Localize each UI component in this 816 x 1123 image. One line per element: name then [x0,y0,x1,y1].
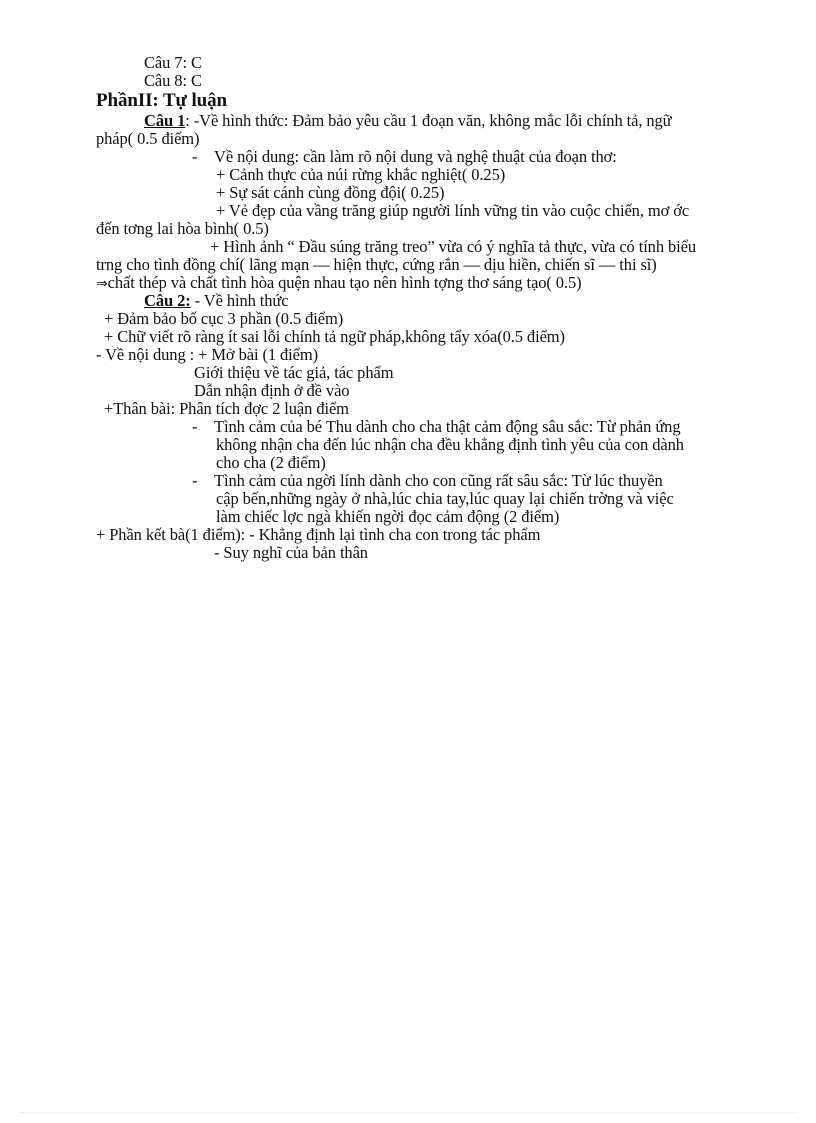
rubric-item-scenery: + Cảnh thực của núi rừng khắc nghiệt( 0.25) [216,165,506,184]
answer-line-cau8: Câu 8: C [144,71,202,90]
argument-1-line-3: cho cha (2 điểm) [216,453,326,472]
argument-2-line-1 [192,472,663,490]
conclusion-item-reflection: - Suy nghĩ của bản thân [214,543,368,562]
section-heading-part2: PhầnII: Tự luận [96,90,227,111]
question1-line [144,112,672,130]
question1-label: Câu 1 [144,111,186,130]
question2-text: - Về hình thức [190,291,289,310]
body-line: +Thân bài: Phân tích đợc 2 luận điểm [104,399,349,418]
rubric-item-comrades: + Sự sát cánh cùng đồng đội( 0.25) [216,183,445,202]
question2-label: Câu 2: [144,291,191,310]
bullet-dash: - [192,417,198,436]
argument-2-line-3: làm chiếc lợc ngà khiến ngời đọc cảm động (2 điểm) [216,507,560,526]
question1-text: : -Về hình thức: Đảm bảo yêu cầu 1 đoạn văn, không mắc lỗi chính tả, ngữ [185,111,672,130]
rubric-item-image-cont: trng cho tình đồng chí( lãng mạn — hiện thực, cứng rắn — dịu hiền, chiến sĩ — thi sĩ) [96,255,657,274]
implies-arrow-icon: ⇒ [96,276,108,292]
form-item-handwriting: + Chữ viết rõ ràng ít sai lỗi chính tả ngữ pháp,không tẩy xóa(0.5 điểm) [104,327,565,346]
question2-line [144,292,289,310]
argument-1-line-1 [192,418,680,436]
content-requirement-line [192,148,617,166]
bullet-dash: - [192,471,198,490]
page-bottom-divider [20,1112,796,1113]
conclusion-line: + Phần kết bà(1 điểm): - Khẳng định lại tình cha con trong tác phẩm [96,525,541,544]
content-requirement-text: Về nội dung: cần làm rõ nội dung và nghệ thuật của đoạn thơ: [214,147,617,166]
conclusion-text: chất thép và chất tình hòa quện nhau tạo nên hình tợng thơ sáng tạo( 0.5) [107,273,582,292]
rubric-item-moon-beauty-cont: đến tơng lai hòa bình( 0.5) [96,219,269,238]
content-intro-line: - Về nội dung : + Mở bài (1 điểm) [96,345,319,364]
question1-continuation: pháp( 0.5 điểm) [96,129,200,148]
rubric-item-image: + Hình ảnh “ Đầu súng trăng treo” vừa có ý nghĩa tả thực, vừa có tính biểu [210,237,697,256]
argument-2-line-2: cập bến,những ngày ở nhà,lúc chia tay,lúc quay lại chiến trờng và việc [216,489,674,508]
intro-item-quote: Dẫn nhận định ở đề vào [194,381,350,400]
intro-item-author: Giới thiệu về tác giả, tác phẩm [194,363,394,382]
rubric-item-moon-beauty: + Vẻ đẹp của vầng trăng giúp người lính vững tin vào cuộc chiến, mơ ớc [216,201,690,220]
answer-line-cau7: Câu 7: C [144,53,202,72]
argument-2-text-1: Tình cảm của ngời lính dành cho con cũng rất sâu sắc: Từ lúc thuyền [214,471,663,490]
argument-1-text-1: Tình cảm của bé Thu dành cho cha thật cảm động sâu sắc: Từ phản ứng [214,417,681,436]
form-item-layout: + Đảm bảo bố cục 3 phần (0.5 điểm) [104,309,344,328]
argument-1-line-2: không nhận cha đến lúc nhận cha đều khẳng định tình yêu của con dành [216,435,684,454]
bullet-dash: - [192,147,198,166]
